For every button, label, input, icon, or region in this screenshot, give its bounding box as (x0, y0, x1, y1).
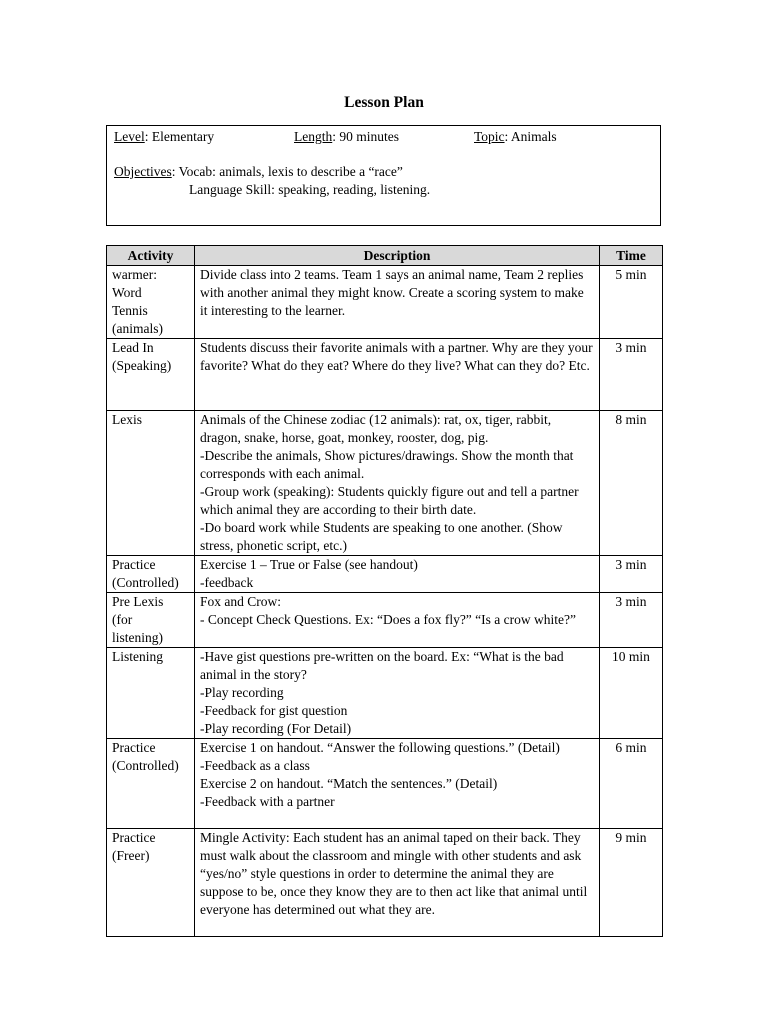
table-row (107, 593, 663, 648)
description-line: Mingle Activity: Each student has an animal taped on their back. They must walk about the classroom and mingle with other students and ask “yes/no” style questions in order to determine the animal they are suppose to be, once they know they are to then act like that animal until everyone has determined out what they are. (200, 830, 588, 917)
topic-label: Topic (474, 129, 505, 144)
description-cell (195, 739, 600, 829)
description-line: -Feedback with a partner (200, 794, 335, 809)
description-cell (195, 648, 600, 739)
lesson-plan-body (107, 266, 663, 937)
header-description: Description (195, 246, 600, 266)
activity-line: (animals) (112, 321, 163, 336)
description-line: - Concept Check Questions. Ex: “Does a fox fly?” “Is a crow white?” (200, 612, 576, 627)
time-cell: 6 min (600, 739, 663, 829)
description-line: -Describe the animals, Show pictures/drawings. Show the month that corresponds with each animal. (200, 448, 574, 481)
time-cell: 5 min (600, 266, 663, 339)
activity-cell (107, 593, 195, 648)
activity-line: Practice (112, 830, 156, 845)
level-value: : Elementary (144, 129, 215, 144)
activity-line: listening) (112, 630, 163, 645)
objectives-field (114, 163, 653, 199)
level-field (114, 128, 214, 146)
topic-field (474, 128, 557, 146)
time-cell: 10 min (600, 648, 663, 739)
objectives-line-1: : Vocab: animals, lexis to describe a “race” (171, 164, 403, 179)
activity-cell (107, 411, 195, 556)
description-line: Exercise 1 – True or False (see handout) (200, 557, 418, 572)
description-line: -Play recording (For Detail) (200, 721, 352, 736)
activity-line: (Controlled) (112, 758, 179, 773)
length-value: : 90 minutes (332, 129, 399, 144)
table-row (107, 829, 663, 937)
activity-line: (Speaking) (112, 358, 172, 373)
activity-line: Listening (112, 649, 163, 664)
lesson-plan-table (106, 245, 663, 937)
description-line: Divide class into 2 teams. Team 1 says an animal name, Team 2 replies with another animal they might know. Create a scoring system to make it interesting to the learner. (200, 267, 584, 318)
table-row (107, 739, 663, 829)
activity-line: Practice (112, 740, 156, 755)
page-title: Lesson Plan (344, 94, 424, 111)
description-line: Exercise 1 on handout. “Answer the following questions.” (Detail) (200, 740, 560, 755)
description-line: -Have gist questions pre-written on the board. Ex: “What is the bad animal in the story? (200, 649, 564, 682)
description-line: -Play recording (200, 685, 284, 700)
activity-line: Lead In (112, 340, 154, 355)
description-line: Students discuss their favorite animals with a partner. Why are they your favorite? What do they eat? Where do they live? What can they do? Etc. (200, 340, 593, 373)
table-row (107, 339, 663, 411)
activity-line: Practice (112, 557, 156, 572)
activity-cell (107, 739, 195, 829)
activity-line: Pre Lexis (112, 594, 164, 609)
activity-cell (107, 339, 195, 411)
objectives-line-2: Language Skill: speaking, reading, listening. (189, 182, 431, 197)
topic-value: : Animals (504, 129, 557, 144)
description-line: Fox and Crow: (200, 594, 281, 609)
description-line: -Group work (speaking): Students quickly figure out and tell a partner which animal they are according to their birth date. (200, 484, 579, 517)
header-time: Time (600, 246, 663, 266)
lesson-info-box (106, 125, 661, 226)
activity-line: (Controlled) (112, 575, 179, 590)
time-cell: 3 min (600, 556, 663, 593)
description-line: -Feedback as a class (200, 758, 310, 773)
table-row (107, 648, 663, 739)
length-field (294, 128, 399, 146)
table-row (107, 411, 663, 556)
activity-line: Word (112, 285, 142, 300)
activity-line: (Freer) (112, 848, 150, 863)
activity-line: (for (112, 612, 133, 627)
time-cell: 8 min (600, 411, 663, 556)
time-cell: 9 min (600, 829, 663, 937)
description-cell (195, 339, 600, 411)
description-cell (195, 593, 600, 648)
level-label: Level (114, 129, 145, 144)
description-cell (195, 556, 600, 593)
time-cell: 3 min (600, 593, 663, 648)
activity-line: Tennis (112, 303, 148, 318)
description-line: -Do board work while Students are speaking to one another. (Show stress, phonetic script, etc.) (200, 520, 563, 553)
description-cell (195, 266, 600, 339)
header-activity: Activity (107, 246, 195, 266)
time-cell: 3 min (600, 339, 663, 411)
table-row (107, 556, 663, 593)
activity-cell (107, 648, 195, 739)
table-header-row (107, 246, 663, 266)
description-cell (195, 411, 600, 556)
info-row-details (114, 128, 653, 146)
description-line: Animals of the Chinese zodiac (12 animals): rat, ox, tiger, rabbit, dragon, snake, horse, goat, monkey, rooster, dog, pig. (200, 412, 552, 445)
description-line: -Feedback for gist question (200, 703, 348, 718)
activity-line: Lexis (112, 412, 142, 427)
activity-line: warmer: (112, 267, 157, 282)
description-line: Exercise 2 on handout. “Match the sentences.” (Detail) (200, 776, 498, 791)
table-row (107, 266, 663, 339)
activity-cell (107, 829, 195, 937)
activity-cell (107, 556, 195, 593)
description-cell (195, 829, 600, 937)
activity-cell (107, 266, 195, 339)
length-label: Length (294, 129, 333, 144)
objectives-label: Objectives (114, 164, 172, 179)
description-line: -feedback (200, 575, 254, 590)
